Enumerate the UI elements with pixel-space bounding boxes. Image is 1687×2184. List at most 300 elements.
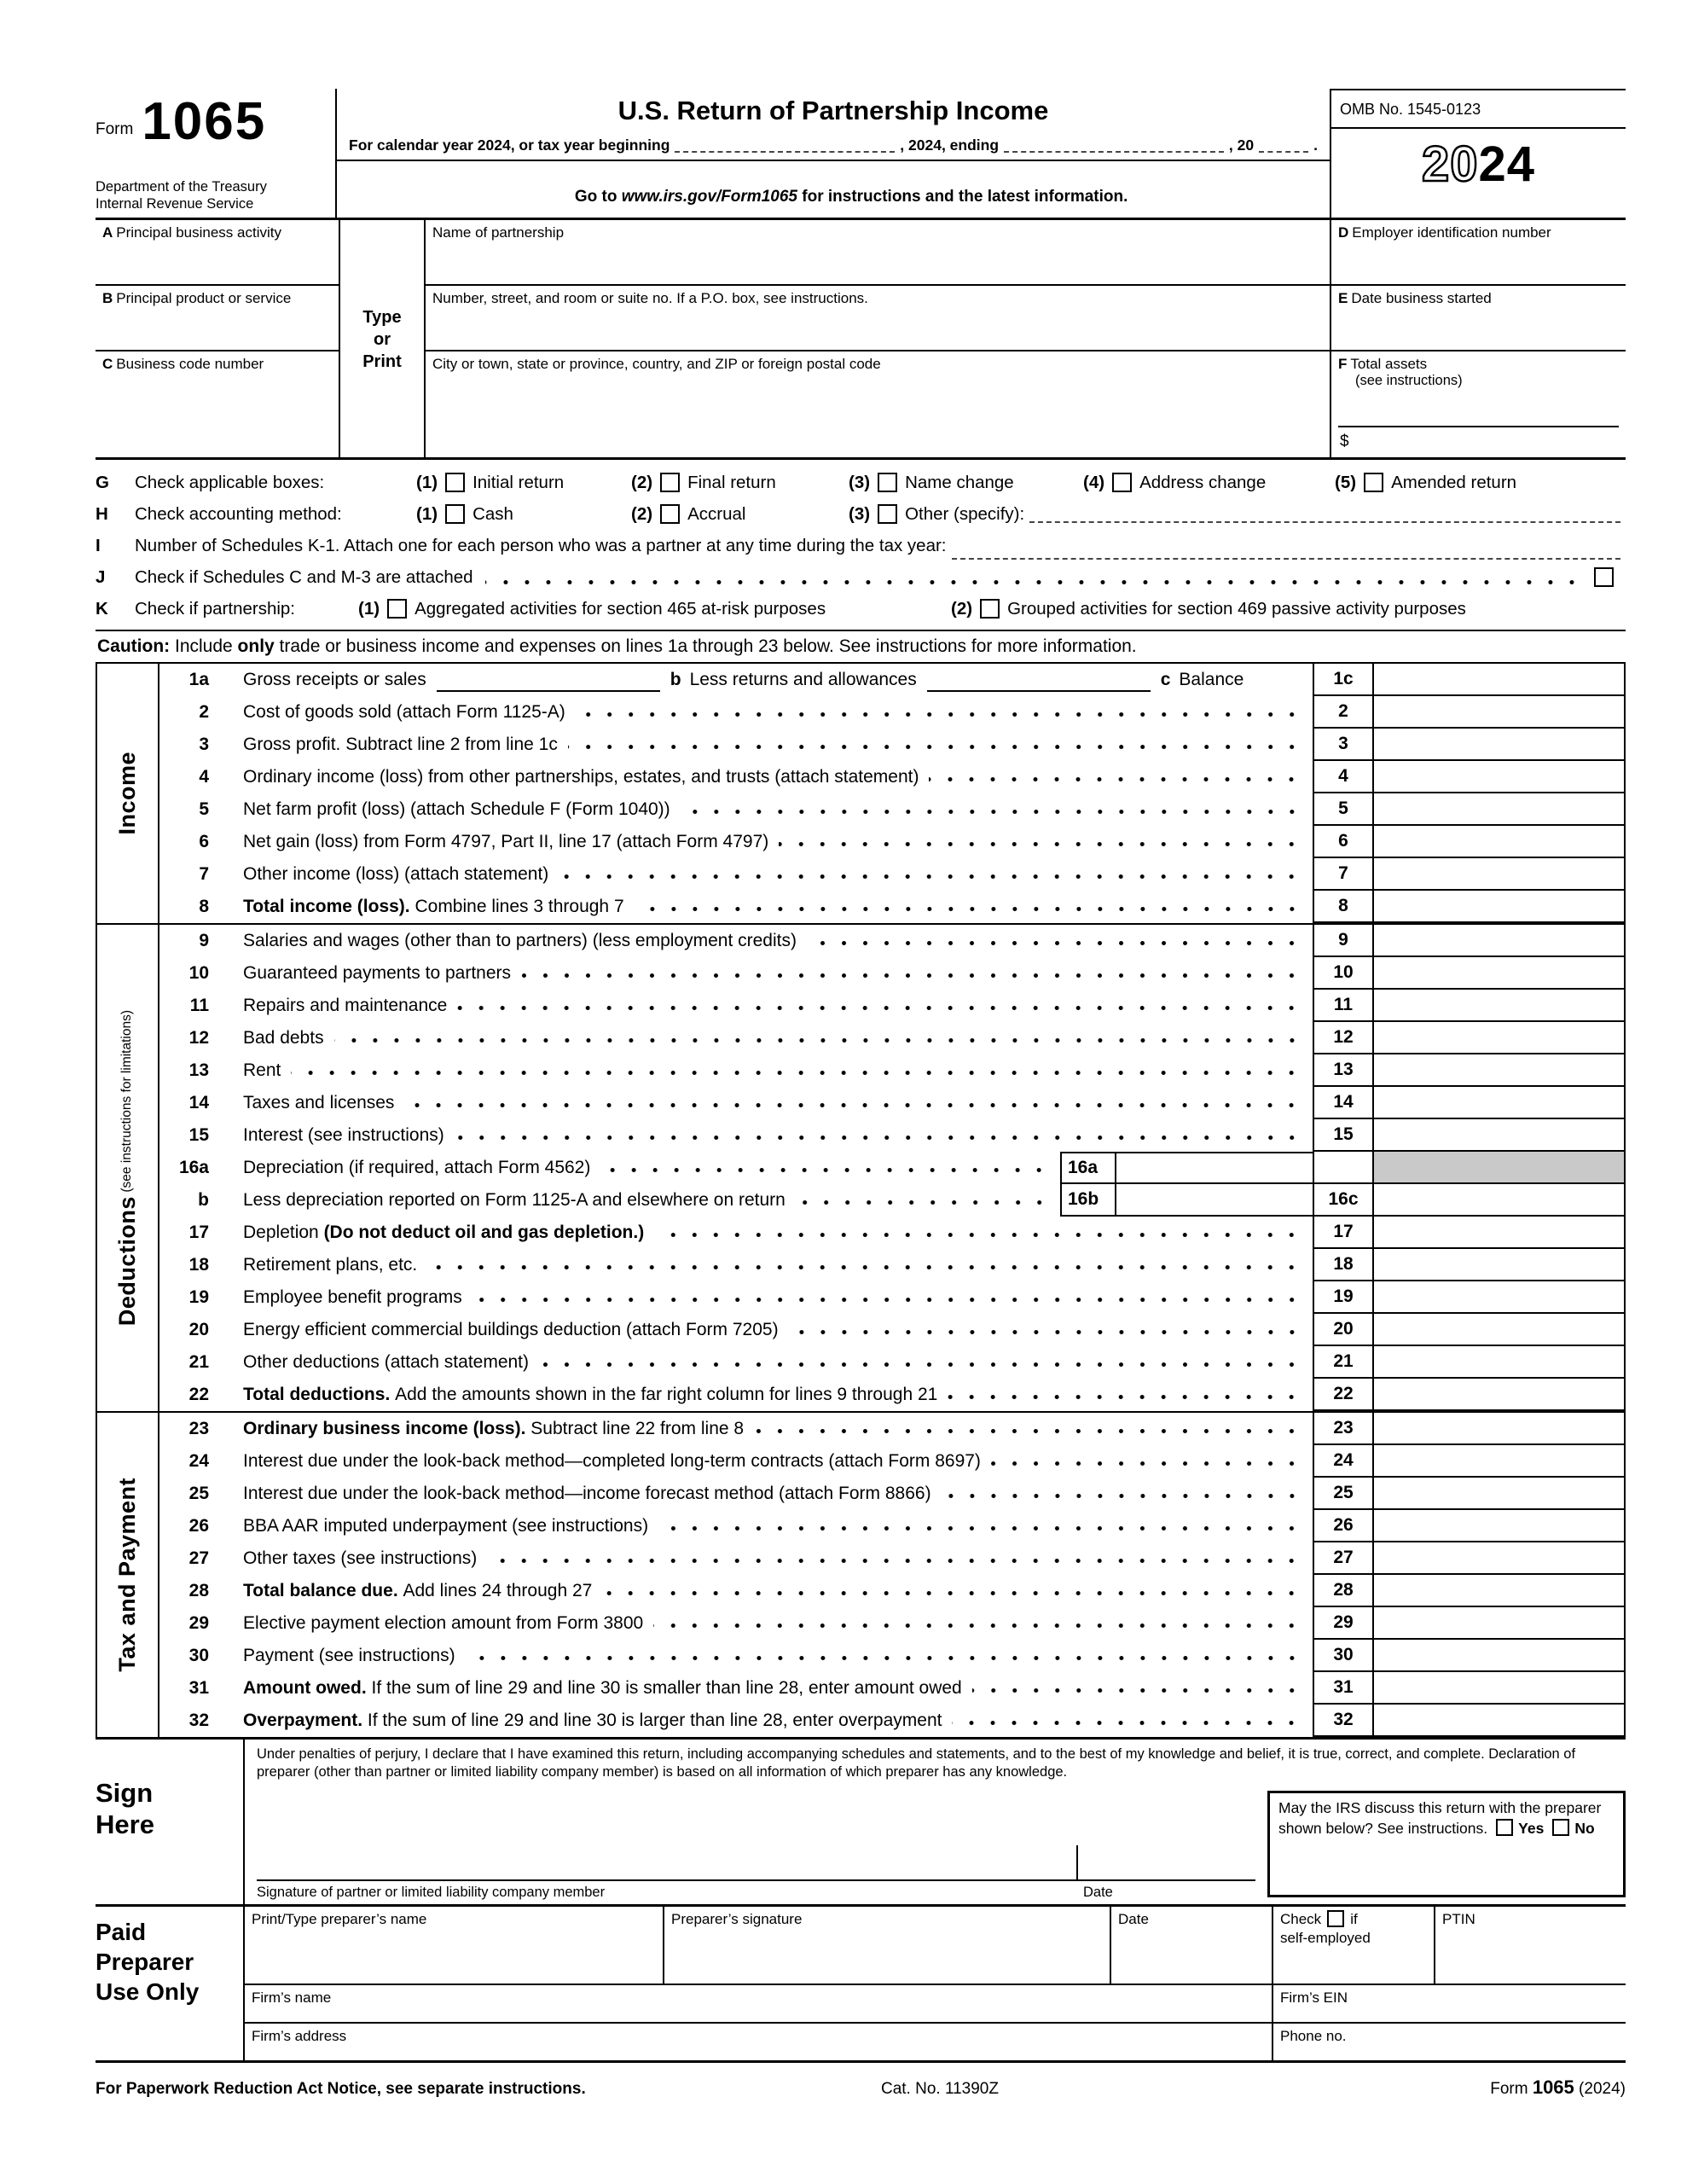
line-28 bbox=[159, 1575, 1626, 1607]
irs-discuss-box bbox=[1267, 1791, 1626, 1897]
line-description bbox=[219, 1510, 1313, 1542]
line-text: Employee benefit programs bbox=[243, 1287, 462, 1307]
line-29-box-number: 29 bbox=[1313, 1607, 1374, 1640]
dotted-leader bbox=[576, 712, 1302, 717]
line-text: Balance bbox=[1179, 670, 1244, 689]
principal-product-service-input[interactable] bbox=[96, 286, 340, 351]
line-text: Other taxes (see instructions) bbox=[243, 1548, 478, 1568]
line-number: 25 bbox=[188, 1484, 209, 1503]
caution-label: Caution: bbox=[97, 636, 175, 656]
paid-preparer-grid bbox=[243, 1907, 1626, 2060]
firm-ein-label: Firm’s EIN bbox=[1280, 1989, 1348, 2006]
ein-input[interactable] bbox=[1331, 220, 1626, 286]
line-description bbox=[219, 891, 1313, 923]
partner-signature-input[interactable] bbox=[257, 1845, 1076, 1881]
tax-payment-section-label: Tax and Payment bbox=[114, 1478, 140, 1672]
e-letter: E bbox=[1338, 290, 1348, 306]
schedules-c-m3-checkbox[interactable] bbox=[1594, 567, 1614, 587]
line-description bbox=[219, 990, 1313, 1022]
line-21-amount-input[interactable] bbox=[1374, 1346, 1626, 1379]
c-label: Business code number bbox=[116, 356, 264, 372]
date-business-started-input[interactable] bbox=[1331, 286, 1626, 351]
line-number: 16a bbox=[178, 1158, 209, 1177]
line-3-amount-input[interactable] bbox=[1374, 729, 1626, 761]
income-rows bbox=[159, 664, 1626, 923]
i-letter: I bbox=[96, 535, 101, 555]
city-label: City or town, state or province, country, and ZIP or foreign postal code bbox=[432, 356, 881, 372]
preparer-name-input[interactable] bbox=[245, 1907, 663, 1984]
firm-address-input[interactable] bbox=[245, 2022, 1272, 2060]
address-change-checkbox[interactable] bbox=[1112, 473, 1132, 492]
line-text: Interest (see instructions) bbox=[243, 1125, 444, 1145]
b-letter: B bbox=[102, 290, 113, 306]
line-text: Net farm profit (loss) (attach Schedule F (Form 1040)) bbox=[243, 799, 670, 819]
line-13-box-number: 13 bbox=[1313, 1054, 1374, 1087]
dotted-leader bbox=[789, 1330, 1302, 1334]
line-text: BBA AAR imputed underpayment (see instructions) bbox=[243, 1516, 649, 1536]
line-number: 19 bbox=[188, 1287, 209, 1307]
dotted-leader bbox=[485, 580, 1582, 584]
line-32 bbox=[159, 1705, 1626, 1737]
line-text: If the sum of line 29 and line 30 is larger than line 28, enter overpayment bbox=[367, 1711, 942, 1730]
line-description bbox=[219, 1640, 1313, 1672]
line-16a-box-number bbox=[1313, 1152, 1374, 1184]
line-description bbox=[219, 793, 1313, 826]
line-6 bbox=[159, 826, 1626, 858]
perjury-declaration: Under penalties of perjury, I declare that I have examined this return, including accompanying schedules and statements, and to the best of my knowledge and belief, it is true, correct, and complete. Declaration of preparer (other than partner or limited liability company member) is based on all information of which preparer has any knowledge. bbox=[257, 1746, 1576, 1780]
self-employed-checkbox[interactable] bbox=[1327, 1910, 1344, 1927]
line-31-box-number: 31 bbox=[1313, 1672, 1374, 1705]
a-letter: A bbox=[102, 224, 113, 241]
line-16a-sub-amount-input[interactable] bbox=[1116, 1152, 1313, 1184]
line-text: Salaries and wages (other than to partners) (less employment credits) bbox=[243, 931, 797, 950]
firm-ein-input[interactable] bbox=[1272, 1984, 1626, 2022]
line-1b-returns-allowances-input[interactable] bbox=[927, 669, 1151, 692]
discuss-no-checkbox[interactable] bbox=[1552, 1819, 1569, 1836]
line-16b-sub-number: 16b bbox=[1060, 1184, 1116, 1217]
dotted-leader bbox=[942, 1494, 1302, 1498]
firm-name-label: Firm’s name bbox=[252, 1989, 332, 2006]
tax-year-beginning-input[interactable] bbox=[675, 138, 895, 154]
firm-name-input[interactable] bbox=[245, 1984, 1272, 2022]
dotted-leader bbox=[521, 973, 1302, 978]
irs-url: www.irs.gov/Form1065 bbox=[621, 188, 797, 206]
line-number: 5 bbox=[199, 799, 209, 819]
type-or-print-label: Type or Print bbox=[340, 220, 426, 457]
line-20-box-number: 20 bbox=[1313, 1314, 1374, 1346]
line-19-amount-input[interactable] bbox=[1374, 1281, 1626, 1314]
g5-label: Amended return bbox=[1391, 472, 1517, 492]
line-18-box-number: 18 bbox=[1313, 1249, 1374, 1281]
line-5-amount-input[interactable] bbox=[1374, 793, 1626, 826]
final-return-checkbox[interactable] bbox=[660, 473, 680, 492]
line-text: Taxes and licenses bbox=[243, 1093, 395, 1112]
line-7-amount-input[interactable] bbox=[1374, 858, 1626, 891]
form-header-left bbox=[96, 89, 337, 218]
accrual-method-checkbox[interactable] bbox=[660, 504, 680, 524]
line-description bbox=[219, 1672, 1313, 1705]
j-letter: J bbox=[96, 566, 106, 587]
line-number: 6 bbox=[199, 832, 209, 851]
line-description bbox=[219, 1087, 1313, 1119]
city-state-zip-input[interactable] bbox=[426, 351, 1331, 457]
line-number: 31 bbox=[188, 1678, 209, 1698]
caution-text-2: trade or business income and expenses on lines 1a through 23 below. See instructions for more information. bbox=[274, 636, 1137, 656]
line-text: Elective payment election amount from Form 3800 bbox=[243, 1613, 644, 1633]
line-10 bbox=[159, 957, 1626, 990]
line-27-amount-input[interactable] bbox=[1374, 1542, 1626, 1575]
form-header-right bbox=[1331, 89, 1626, 218]
line-number: 9 bbox=[199, 931, 209, 950]
sign-here-label: Sign Here bbox=[96, 1778, 154, 1840]
line-text: Repairs and maintenance bbox=[243, 996, 448, 1015]
g3-number: (3) bbox=[849, 472, 871, 492]
form-word: Form bbox=[96, 119, 134, 138]
line-1c-box-number: 1c bbox=[1313, 664, 1374, 696]
line-text: Gross receipts or sales bbox=[243, 670, 426, 689]
line-number: 17 bbox=[188, 1223, 209, 1242]
signature-date-input[interactable] bbox=[1076, 1845, 1255, 1881]
discuss-yes-checkbox[interactable] bbox=[1496, 1819, 1513, 1836]
year-display bbox=[1331, 129, 1626, 193]
f-letter: F bbox=[1338, 356, 1348, 372]
line-description bbox=[219, 1217, 1313, 1249]
dotted-leader bbox=[455, 1136, 1302, 1140]
line-text: Ordinary income (loss) from other partnerships, estates, and trusts (attach statement) bbox=[243, 767, 919, 787]
line-19 bbox=[159, 1281, 1626, 1314]
line-4-amount-input[interactable] bbox=[1374, 761, 1626, 793]
line-text: If the sum of line 29 and line 30 is smaller than line 28, enter amount owed bbox=[371, 1678, 962, 1698]
line-number: 1a bbox=[188, 670, 209, 689]
signature-area bbox=[257, 1786, 1255, 1904]
line-23 bbox=[159, 1413, 1626, 1445]
dotted-leader bbox=[427, 1265, 1302, 1269]
line-14 bbox=[159, 1087, 1626, 1119]
dotted-leader bbox=[653, 1623, 1302, 1628]
g1-number: (1) bbox=[416, 472, 438, 492]
line-text-bold: Ordinary business income (loss). bbox=[243, 1419, 531, 1438]
line-6-box-number: 6 bbox=[1313, 826, 1374, 858]
tax-rows bbox=[159, 1413, 1626, 1737]
tax-year-ending-input[interactable] bbox=[1004, 138, 1224, 154]
line-17 bbox=[159, 1217, 1626, 1249]
line-description bbox=[219, 1184, 1060, 1217]
line-description bbox=[219, 1281, 1313, 1314]
line-text: Combine lines 3 through 7 bbox=[415, 897, 624, 916]
line-19-box-number: 19 bbox=[1313, 1281, 1374, 1314]
line-text: Bad debts bbox=[243, 1028, 324, 1048]
line-27 bbox=[159, 1542, 1626, 1575]
ptin-input[interactable] bbox=[1434, 1907, 1626, 1984]
g3-label: Name change bbox=[905, 472, 1014, 492]
sign-here-main bbox=[243, 1740, 1626, 1904]
aggregated-activities-checkbox[interactable] bbox=[387, 599, 407, 619]
tax-year-yy-input[interactable] bbox=[1259, 138, 1308, 154]
cal-period: . bbox=[1313, 136, 1318, 154]
line-number: 3 bbox=[199, 735, 209, 754]
principal-business-activity-input[interactable] bbox=[96, 220, 340, 286]
deductions-section bbox=[96, 925, 1626, 1413]
schedules-k1-count-input[interactable] bbox=[952, 543, 1621, 561]
line-description bbox=[219, 1575, 1313, 1607]
dotted-leader bbox=[779, 842, 1302, 846]
line-3-box-number: 3 bbox=[1313, 729, 1374, 761]
dotted-leader bbox=[952, 1721, 1302, 1725]
line-5 bbox=[159, 793, 1626, 826]
other-method-checkbox[interactable] bbox=[878, 504, 897, 524]
line-22-box-number: 22 bbox=[1313, 1379, 1374, 1411]
dotted-leader bbox=[568, 745, 1302, 749]
line-16a bbox=[159, 1152, 1626, 1184]
line-9 bbox=[159, 925, 1626, 957]
line-10-box-number: 10 bbox=[1313, 957, 1374, 990]
d-letter: D bbox=[1338, 224, 1349, 241]
sign-here-block bbox=[96, 1740, 1626, 1907]
self-employed-cell: Check if self-employed bbox=[1272, 1907, 1434, 1984]
name-label: Name of partnership bbox=[432, 224, 565, 241]
line-11 bbox=[159, 990, 1626, 1022]
line-31-amount-input[interactable] bbox=[1374, 1672, 1626, 1705]
line-description bbox=[219, 1152, 1060, 1184]
income-rail bbox=[97, 664, 159, 923]
grouped-activities-checkbox[interactable] bbox=[980, 599, 1000, 619]
c-letter: C bbox=[102, 356, 113, 372]
signature-row bbox=[257, 1786, 1626, 1904]
preparer-signature-input[interactable] bbox=[663, 1907, 1110, 1984]
year-solid: 24 bbox=[1478, 136, 1536, 192]
firm-address-label: Firm’s address bbox=[252, 2028, 347, 2044]
line-text-bold: Total deductions. bbox=[243, 1385, 396, 1404]
line-number: 20 bbox=[188, 1320, 209, 1339]
line-number: 27 bbox=[188, 1548, 209, 1568]
line-18-amount-input[interactable] bbox=[1374, 1249, 1626, 1281]
line-32-box-number: 32 bbox=[1313, 1705, 1374, 1737]
line-21-box-number: 21 bbox=[1313, 1346, 1374, 1379]
dotted-leader bbox=[472, 1298, 1302, 1302]
line-number: 8 bbox=[199, 897, 209, 916]
line-number: 21 bbox=[188, 1352, 209, 1372]
j-label: Check if Schedules C and M-3 are attached bbox=[135, 566, 473, 587]
line-14-amount-input[interactable] bbox=[1374, 1087, 1626, 1119]
line-number: 22 bbox=[188, 1385, 209, 1404]
goto-bold: Go to bbox=[574, 188, 622, 206]
line-24-amount-input[interactable] bbox=[1374, 1445, 1626, 1478]
line-11-box-number: 11 bbox=[1313, 990, 1374, 1022]
line-number: 23 bbox=[188, 1419, 209, 1438]
line-description bbox=[219, 1379, 1313, 1411]
line-text: Payment (see instructions) bbox=[243, 1646, 455, 1665]
a-label: Principal business activity bbox=[116, 224, 281, 241]
line-10-amount-input[interactable] bbox=[1374, 957, 1626, 990]
line-description bbox=[219, 826, 1313, 858]
ptin-label: PTIN bbox=[1442, 1911, 1475, 1927]
line-16a-amount-shaded bbox=[1374, 1152, 1626, 1184]
line-26 bbox=[159, 1510, 1626, 1542]
line-17-box-number: 17 bbox=[1313, 1217, 1374, 1249]
line-4 bbox=[159, 761, 1626, 793]
line-20-amount-input[interactable] bbox=[1374, 1314, 1626, 1346]
k-letter: K bbox=[96, 598, 108, 619]
preparer-signature-label: Preparer’s signature bbox=[671, 1911, 803, 1927]
line-2 bbox=[159, 696, 1626, 729]
line-text: Interest due under the look-back method—income forecast method (attach Form 8866) bbox=[243, 1484, 931, 1503]
income-section bbox=[96, 664, 1626, 925]
g5-number: (5) bbox=[1335, 472, 1357, 492]
total-assets-dollar-sign: $ bbox=[1338, 426, 1619, 457]
tax-payment-section bbox=[96, 1413, 1626, 1740]
form-identifier bbox=[96, 89, 335, 151]
k1-label: Aggregated activities for section 465 at-risk purposes bbox=[415, 598, 826, 619]
line-number: 2 bbox=[199, 702, 209, 722]
line-23-box-number: 23 bbox=[1313, 1413, 1374, 1445]
line-1c-amount-input[interactable] bbox=[1374, 664, 1626, 696]
line-18 bbox=[159, 1249, 1626, 1281]
line-14-box-number: 14 bbox=[1313, 1087, 1374, 1119]
dotted-leader bbox=[291, 1071, 1302, 1075]
line-25 bbox=[159, 1478, 1626, 1510]
line-16b bbox=[159, 1184, 1626, 1217]
page-footer bbox=[96, 2063, 1626, 2099]
initial-return-checkbox[interactable] bbox=[445, 473, 465, 492]
k2-number: (2) bbox=[951, 598, 973, 619]
f-label: Total assets bbox=[1350, 356, 1428, 372]
line-11-amount-input[interactable] bbox=[1374, 990, 1626, 1022]
line-16b-box-number: 16c bbox=[1313, 1184, 1374, 1217]
dotted-leader bbox=[948, 1395, 1302, 1399]
amended-return-checkbox[interactable] bbox=[1364, 473, 1383, 492]
paperwork-notice: For Paperwork Reduction Act Notice, see separate instructions. bbox=[96, 2080, 586, 2098]
street-address-input[interactable] bbox=[426, 286, 1331, 351]
line-15-amount-input[interactable] bbox=[1374, 1119, 1626, 1152]
phone-input[interactable] bbox=[1272, 2022, 1626, 2060]
i-label: Number of Schedules K-1. Attach one for each person who was a partner at any time during the tax year: bbox=[135, 535, 947, 555]
caution-only: only bbox=[237, 636, 275, 656]
line-9-box-number: 9 bbox=[1313, 925, 1374, 957]
h-letter: H bbox=[96, 503, 108, 524]
dotted-leader bbox=[457, 1006, 1302, 1010]
line-number: b bbox=[198, 1190, 209, 1210]
line-20 bbox=[159, 1314, 1626, 1346]
line-number: 12 bbox=[188, 1028, 209, 1048]
line-6-amount-input[interactable] bbox=[1374, 826, 1626, 858]
line-30-box-number: 30 bbox=[1313, 1640, 1374, 1672]
department-lines bbox=[96, 178, 335, 218]
line-1c-letter: c bbox=[1160, 670, 1171, 689]
g1-label: Initial return bbox=[472, 472, 565, 492]
goto-rest: for instructions and the latest information. bbox=[797, 188, 1128, 206]
other-method-specify-input[interactable] bbox=[1029, 505, 1620, 523]
business-code-number-input[interactable] bbox=[96, 351, 340, 457]
h1-label: Cash bbox=[472, 503, 513, 524]
discuss-no-label: No bbox=[1574, 1819, 1595, 1837]
total-assets-input[interactable] bbox=[1331, 351, 1626, 457]
name-change-checkbox[interactable] bbox=[878, 473, 897, 492]
line-2-amount-input[interactable] bbox=[1374, 696, 1626, 729]
line-26-amount-input[interactable] bbox=[1374, 1510, 1626, 1542]
line-24 bbox=[159, 1445, 1626, 1478]
line-16b-sub-amount-input[interactable] bbox=[1116, 1184, 1313, 1217]
line-8-amount-input[interactable] bbox=[1374, 891, 1626, 923]
line-13-amount-input[interactable] bbox=[1374, 1054, 1626, 1087]
g4-label: Address change bbox=[1139, 472, 1267, 492]
check-lines-block bbox=[96, 460, 1626, 630]
dotted-leader bbox=[600, 1168, 1050, 1172]
dotted-leader bbox=[654, 1233, 1302, 1237]
partnership-name-input[interactable] bbox=[426, 220, 1331, 286]
line-16a-sub-number: 16a bbox=[1060, 1152, 1116, 1184]
line-8 bbox=[159, 891, 1626, 923]
dotted-leader bbox=[404, 1103, 1302, 1107]
line-32-amount-input[interactable] bbox=[1374, 1705, 1626, 1737]
line-description bbox=[219, 696, 1313, 729]
dotted-leader bbox=[539, 1362, 1302, 1367]
omb-number: OMB No. 1545-0123 bbox=[1331, 89, 1626, 129]
line-9-amount-input[interactable] bbox=[1374, 925, 1626, 957]
dotted-leader bbox=[681, 810, 1302, 814]
h-label: Check accounting method: bbox=[135, 503, 342, 524]
line-text-bold: (Do not deduct oil and gas depletion.) bbox=[323, 1223, 645, 1242]
line-7 bbox=[159, 858, 1626, 891]
dotted-leader bbox=[334, 1038, 1302, 1043]
deductions-section-label: Deductions (see instructions for limitations) bbox=[114, 1009, 140, 1327]
line-28-amount-input[interactable] bbox=[1374, 1575, 1626, 1607]
line-22-amount-input[interactable] bbox=[1374, 1379, 1626, 1411]
line-25-amount-input[interactable] bbox=[1374, 1478, 1626, 1510]
caution-text-1: Include bbox=[174, 636, 238, 656]
d-label: Employer identification number bbox=[1352, 224, 1551, 241]
line-16b-amount-input[interactable] bbox=[1374, 1184, 1626, 1217]
h3-number: (3) bbox=[849, 503, 871, 524]
line-12-amount-input[interactable] bbox=[1374, 1022, 1626, 1054]
line-number: 14 bbox=[188, 1093, 209, 1112]
line-number: 29 bbox=[188, 1613, 209, 1633]
line-number: 24 bbox=[188, 1451, 209, 1471]
line-text: Energy efficient commercial buildings deduction (attach Form 7205) bbox=[243, 1320, 779, 1339]
line-text: Other income (loss) (attach statement) bbox=[243, 864, 549, 884]
dotted-leader bbox=[796, 1200, 1050, 1205]
caution-line bbox=[96, 630, 1626, 664]
line-number: 11 bbox=[189, 996, 209, 1015]
page-title: U.S. Return of Partnership Income bbox=[617, 96, 1049, 125]
line-29-amount-input[interactable] bbox=[1374, 1607, 1626, 1640]
signature-caption: Signature of partner or limited liability company member bbox=[257, 1885, 606, 1900]
dotted-leader bbox=[754, 1429, 1302, 1433]
line-text: Other deductions (attach statement) bbox=[243, 1352, 530, 1372]
cal-pre: For calendar year 2024, or tax year beginning bbox=[349, 136, 670, 154]
line-17-amount-input[interactable] bbox=[1374, 1217, 1626, 1249]
line-30-amount-input[interactable] bbox=[1374, 1640, 1626, 1672]
cal-mid: , 2024, ending bbox=[900, 136, 1000, 154]
line-description bbox=[219, 1022, 1313, 1054]
preparer-date-input[interactable] bbox=[1110, 1907, 1272, 1984]
phone-label: Phone no. bbox=[1280, 2028, 1347, 2044]
b-label: Principal product or service bbox=[116, 290, 292, 306]
line-30 bbox=[159, 1640, 1626, 1672]
g2-label: Final return bbox=[687, 472, 776, 492]
line-28-box-number: 28 bbox=[1313, 1575, 1374, 1607]
line-3 bbox=[159, 729, 1626, 761]
line-1a-gross-receipts-input[interactable] bbox=[437, 669, 660, 692]
entity-info-block bbox=[96, 220, 1626, 460]
line-number: 15 bbox=[188, 1125, 209, 1145]
cash-method-checkbox[interactable] bbox=[445, 504, 465, 524]
line-text: Net gain (loss) from Form 4797, Part II, line 17 (attach Form 4797) bbox=[243, 832, 769, 851]
f-sublabel: (see instructions) bbox=[1355, 373, 1463, 389]
line-description bbox=[219, 729, 1313, 761]
line-text: Gross profit. Subtract line 2 from line 1c bbox=[243, 735, 558, 754]
line-27-box-number: 27 bbox=[1313, 1542, 1374, 1575]
line-23-amount-input[interactable] bbox=[1374, 1413, 1626, 1445]
